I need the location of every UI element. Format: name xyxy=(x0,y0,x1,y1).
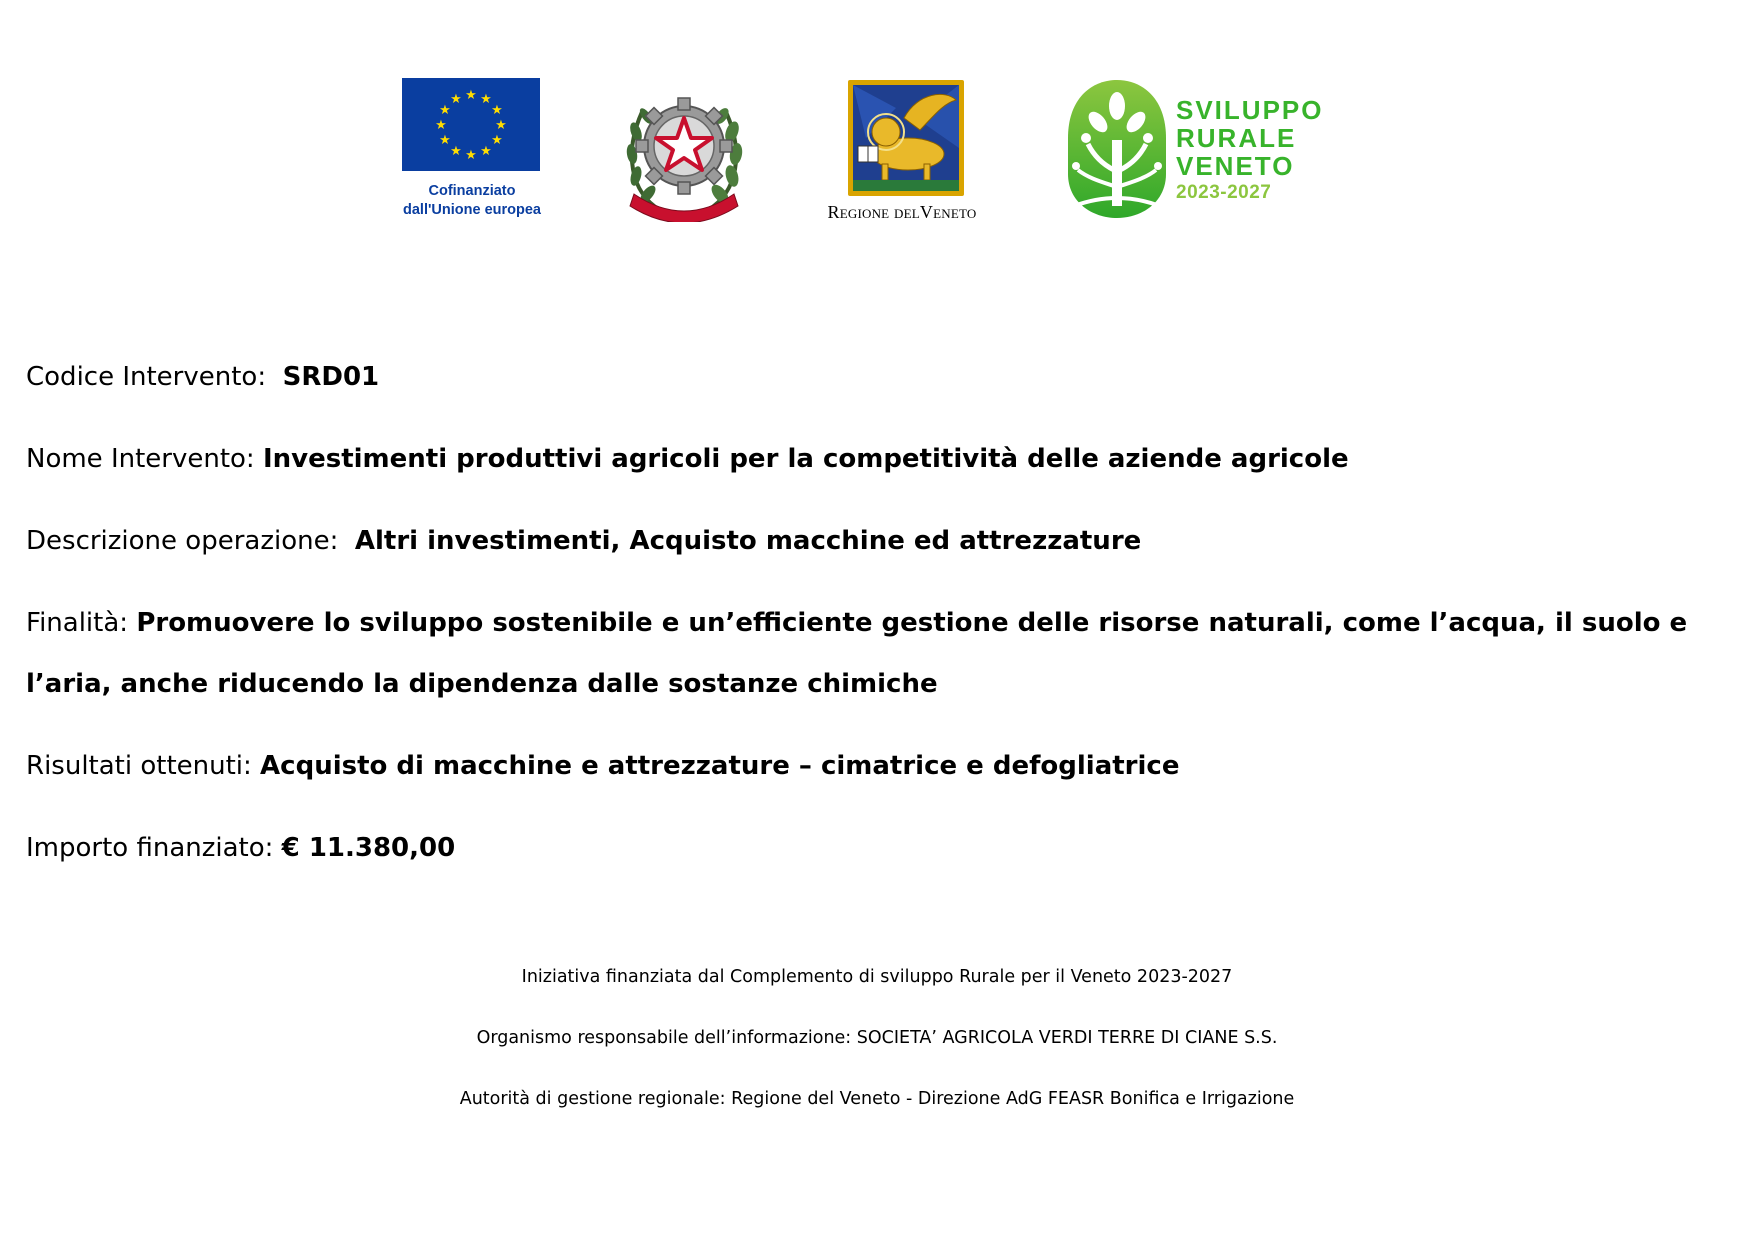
footer-initiative-line: Iniziativa finanziata dal Complemento di sviluppo Rurale per il Veneto 2023-2027 xyxy=(521,967,1233,987)
svg-text:★: ★ xyxy=(450,91,462,106)
nome-intervento-label: Nome Intervento: xyxy=(26,444,255,474)
nome-intervento-value: Investimenti produttivi agricoli per la competitività delle aziende agricole xyxy=(262,444,1349,474)
svg-text:★: ★ xyxy=(491,102,503,117)
svg-text:★: ★ xyxy=(465,147,477,162)
descrizione-operazione-value: Altri investimenti, Acquisto macchine ed attrezzature xyxy=(354,526,1142,556)
eu-flag-icon xyxy=(402,78,540,171)
eu-caption: Cofinanziato dall'Unione europea xyxy=(403,183,541,218)
regione-veneto-logo xyxy=(810,78,994,223)
lion-of-saint-mark-icon xyxy=(846,78,966,198)
descrizione-operazione-row xyxy=(26,511,1726,572)
importo-finanziato-row xyxy=(26,818,1726,879)
finalita-value: Promuovere lo sviluppo sostenibile e un’efficiente gestione delle risorse naturali, come l’acqua, il suolo e l’aria, anche riducendo la dipendenza dalle sostanze chimiche xyxy=(26,608,1688,699)
repubblica-italiana-emblem-icon xyxy=(620,82,748,222)
importo-finanziato-label: Importo finanziato: xyxy=(26,833,274,863)
risultati-ottenuti-label: Risultati ottenuti: xyxy=(26,751,252,781)
codice-intervento-label: Codice Intervento: xyxy=(26,362,267,392)
finalita-label: Finalità: xyxy=(26,608,129,638)
codice-intervento-row xyxy=(26,347,1726,408)
svg-text:★: ★ xyxy=(480,91,492,106)
logo-bar xyxy=(0,78,1754,228)
risultati-ottenuti-value: Acquisto di macchine e attrezzature – cimatrice e defogliatrice xyxy=(260,751,1180,781)
nome-intervento-row xyxy=(26,429,1726,490)
svg-text:★: ★ xyxy=(450,143,462,158)
footer-authority-line: Autorità di gestione regionale: Regione del Veneto - Direzione AdG FEASR Bonifica e Irrigazione xyxy=(459,1089,1295,1109)
svg-text:★: ★ xyxy=(465,87,477,102)
footer-responsible-line: Organismo responsabile dell’informazione: SOCIETA’ AGRICOLA VERDI TERRE DI CIANE S.S. xyxy=(476,1028,1278,1048)
svg-text:★: ★ xyxy=(439,132,451,147)
intervention-details xyxy=(26,347,1726,900)
importo-finanziato-value: € 11.380,00 xyxy=(281,833,456,863)
descrizione-operazione-label: Descrizione operazione: xyxy=(26,526,339,556)
footer-notes xyxy=(0,965,1754,1148)
regione-veneto-caption: Regione delVeneto xyxy=(827,202,977,222)
svg-text:★: ★ xyxy=(491,132,503,147)
finalita-row xyxy=(26,593,1726,715)
svg-text:★: ★ xyxy=(480,143,492,158)
svg-text:★: ★ xyxy=(439,102,451,117)
eu-cofinanced-logo xyxy=(392,78,552,223)
codice-intervento-value: SRD01 xyxy=(282,362,380,392)
sviluppo-rurale-wordmark: SVILUPPO RURALE VENETO 2023-2027 xyxy=(1176,95,1324,203)
svg-text:★: ★ xyxy=(495,117,507,132)
svg-text:★: ★ xyxy=(435,117,447,132)
sviluppo-rurale-veneto-logo xyxy=(1062,78,1342,223)
risultati-ottenuti-row xyxy=(26,736,1726,797)
tree-icon xyxy=(1062,78,1172,220)
